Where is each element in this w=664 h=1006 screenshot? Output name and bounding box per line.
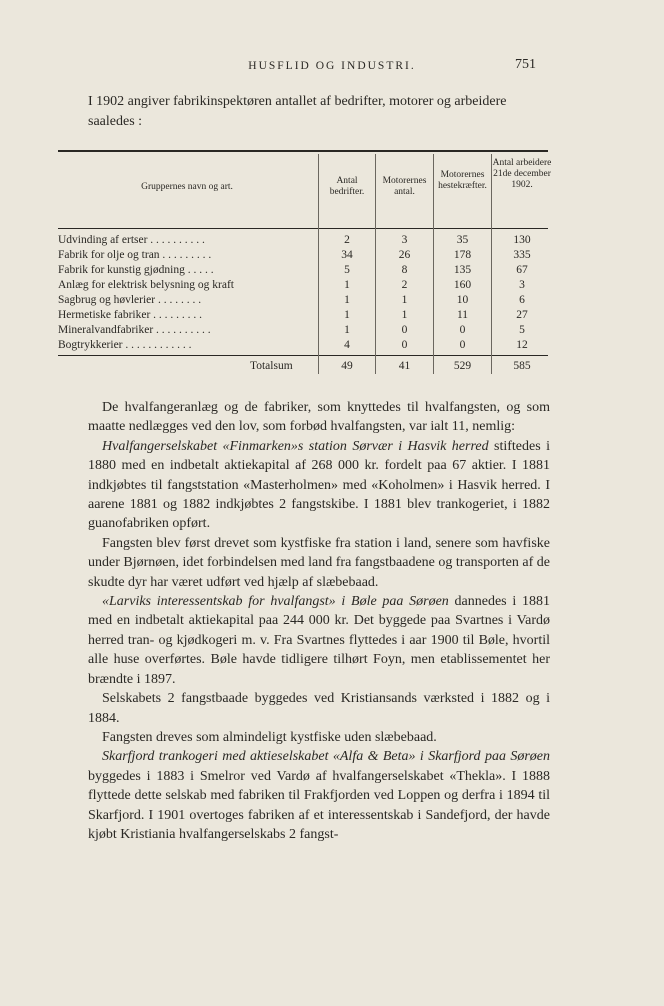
cell-hestekraefter: 11 <box>456 309 469 321</box>
cell-motorer: 41 <box>398 360 411 372</box>
page-number: 751 <box>515 57 536 72</box>
cell-hestekraefter: 160 <box>453 279 472 291</box>
cell-motorer: 3 <box>401 234 408 246</box>
cell-hestekraefter: 35 <box>456 234 469 246</box>
cell-arbeidere: 3 <box>519 279 525 291</box>
cell-arbeidere: 130 <box>513 234 531 246</box>
paragraph-text: byggedes i 1883 i Smelror ved Vardø af hvalfangerselskabet «Thekla». I 1888 flyttede dette selskab med fabriken til Frakfjorden ved Loppen og derfra i 1894 til Skarfjord. I 1901 overtoges fabriken af et interessentskab i Sandefjord, der havde kjøbt Kristiania hvalfangerselskabs 2 fangst- <box>88 768 550 842</box>
column-header-groups: Gruppernes navn og art. <box>141 182 233 192</box>
cell-arbeidere: 67 <box>516 264 528 276</box>
intro-paragraph <box>88 92 548 132</box>
column-header-bedrifter: Antal bedrifter. <box>329 176 365 197</box>
cell-motorer: 26 <box>398 249 411 261</box>
cell-bedrifter: 2 <box>344 234 350 246</box>
running-head: HUSFLID OG INDUSTRI. <box>248 60 416 72</box>
cell-arbeidere: 335 <box>513 249 531 261</box>
row-label: Bogtrykkerier . . . . . . . . . . . . <box>58 339 192 351</box>
cell-arbeidere: 5 <box>519 324 525 336</box>
table-total-rule <box>58 355 548 356</box>
intro-text: I 1902 angiver fabrikinspektøren antallet af bedrifter, motorer og arbeidere saaledes : <box>88 94 507 129</box>
cell-motorer: 0 <box>401 339 408 351</box>
cell-hestekraefter: 10 <box>456 294 469 306</box>
body-text <box>88 398 550 844</box>
company-heading: Skarfjord trankogeri med aktieselskabet «Alfa & Beta» i Skarfjord paa Sørøen <box>102 749 550 765</box>
column-header-arbeidere: Antal arbeidere 21de december 1902. <box>492 158 552 190</box>
company-heading: Hvalfangerselskabet «Finmarken»s station Sørvær i Hasvik herred <box>102 438 489 454</box>
cell-bedrifter: 5 <box>344 264 350 276</box>
cell-bedrifter: 34 <box>341 249 353 261</box>
cell-bedrifter: 1 <box>344 324 350 336</box>
cell-motorer: 0 <box>401 324 408 336</box>
cell-motorer: 1 <box>401 309 408 321</box>
cell-hestekraefter: 0 <box>459 339 466 351</box>
paragraph: Fangsten dreves som almindeligt kystfiske uden slæbebaad. <box>102 729 437 745</box>
cell-hestekraefter: 0 <box>459 324 466 336</box>
row-label: Mineralvandfabriker . . . . . . . . . . <box>58 324 211 336</box>
row-label: Udvinding af ertser . . . . . . . . . . <box>58 234 205 246</box>
cell-motorer: 2 <box>401 279 408 291</box>
cell-bedrifter: 1 <box>344 294 350 306</box>
row-label: Totalsum <box>250 360 293 372</box>
table-top-rule <box>58 150 548 152</box>
row-label: Hermetiske fabriker . . . . . . . . . <box>58 309 203 321</box>
paragraph-text: dannedes i 1881 med en indbetalt aktiekapital paa 244 000 kr. Det byggede paa Svartnes i Vardø herred tran- og kjødkogeri m. v. Fra Svartnes flyttedes i aar 1900 til Bøle, hvortil alle huse overførtes. Bøle havde tidligere tilhørt Foyn, men etablissementet her brændte i 1897. <box>88 594 550 687</box>
cell-bedrifter: 4 <box>344 339 350 351</box>
paragraph: Fangsten blev først drevet som kystfiske fra station i land, senere som havfiske under Bjørnøen, idet forbindelsen med land fra fangstbaadene og transporten af de skudte dyr har været udført ved hjælp af slæbebaad. <box>88 535 550 590</box>
row-label: Sagbrug og høvlerier . . . . . . . . <box>58 294 202 306</box>
paragraph-text: stiftedes i 1880 med en indbetalt aktiekapital af 268 000 kr. fordelt paa 67 aktier. I 1881 indkjøbtes til fangststation «Masterholmen» med «Koholmen» i Hasvik herred. I aarene 1881 og 1882 indkjøbtes 2 fangstskibe. I 1881 blev trankogeriet, i 1882 guanofabriken opført. <box>88 438 550 532</box>
paragraph: De hvalfangeranlæg og de fabriker, som knyttedes til hvalfangsten, og som maatte nedlægges ved den lov, som forbød hvalfangsten, var ialt 11, nemlig: <box>88 400 550 435</box>
cell-hestekraefter: 135 <box>453 264 472 276</box>
cell-hestekraefter: 178 <box>453 249 472 261</box>
row-label: Fabrik for kunstig gjødning . . . . . <box>58 264 214 276</box>
paragraph <box>88 437 550 534</box>
paragraph <box>88 747 550 844</box>
paragraph: Selskabets 2 fangstbaade byggedes ved Kristiansands værksted i 1882 og i 1884. <box>88 691 550 726</box>
column-header-hestekraefter: Motorernes hestekræfter. <box>438 170 487 191</box>
cell-bedrifter: 1 <box>344 309 350 321</box>
table-header-rule <box>58 228 548 229</box>
cell-motorer: 8 <box>401 264 408 276</box>
cell-hestekraefter: 529 <box>453 360 472 372</box>
row-label: Fabrik for olje og tran . . . . . . . . . <box>58 249 212 261</box>
row-label: Anlæg for elektrisk belysning og kraft <box>58 279 234 291</box>
cell-bedrifter: 49 <box>341 360 353 372</box>
cell-arbeidere: 27 <box>516 309 528 321</box>
company-heading: «Larviks interessentskab for hvalfangst» i Bøle paa Sørøen <box>102 594 449 610</box>
cell-arbeidere: 12 <box>516 339 528 351</box>
paragraph <box>88 592 550 689</box>
cell-arbeidere: 6 <box>519 294 525 306</box>
cell-motorer: 1 <box>401 294 408 306</box>
column-header-motorer: Motorernes antal. <box>382 176 427 197</box>
cell-bedrifter: 1 <box>344 279 350 291</box>
cell-arbeidere: 585 <box>513 360 531 372</box>
